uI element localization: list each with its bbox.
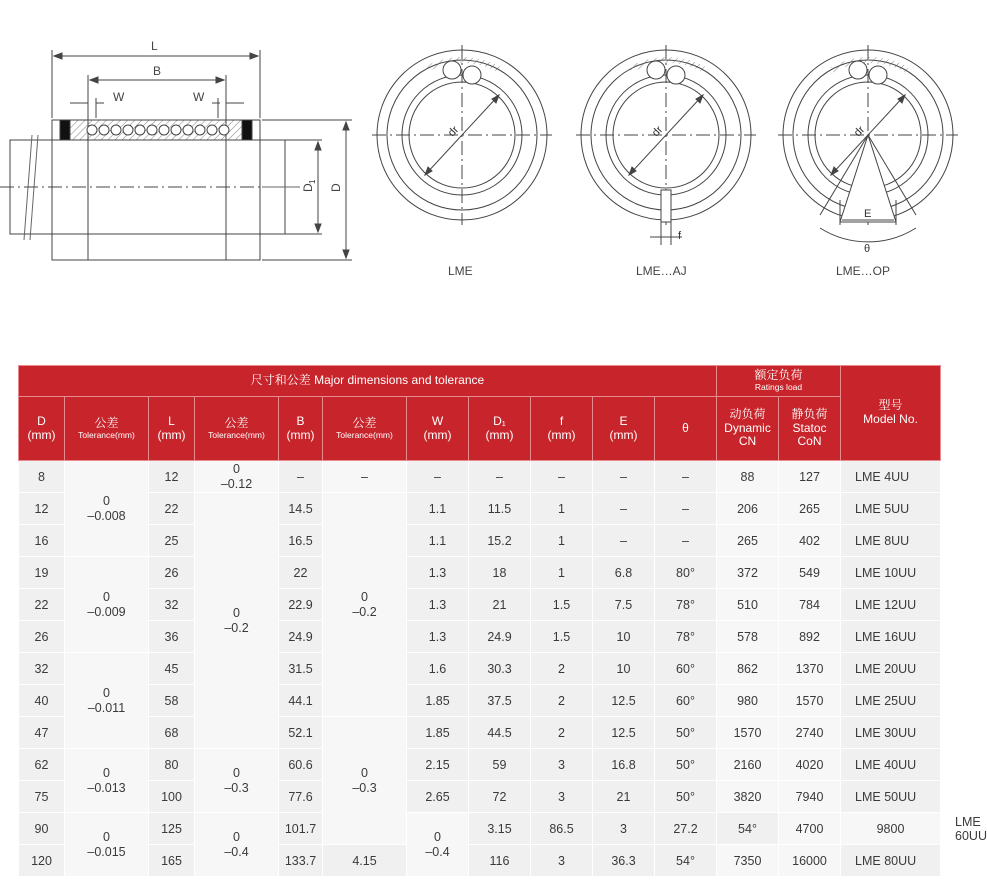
cell-dynamic: 372 xyxy=(717,557,779,589)
col-E: E (mm) xyxy=(593,397,655,461)
cell-theta: 60° xyxy=(655,653,717,685)
cell-f: 3 xyxy=(531,749,593,781)
col-static: 静负荷 Statoc CoN xyxy=(779,397,841,461)
cell-E: 27.2 xyxy=(655,813,717,845)
cell-W: 1.3 xyxy=(407,557,469,589)
cell-f: 1 xyxy=(531,493,593,525)
section-lme-drawing xyxy=(372,45,552,225)
tol-L-group: 0 –0.12 xyxy=(195,461,279,493)
cell-dynamic: 2160 xyxy=(717,749,779,781)
col-dynamic: 动负荷 Dynamic CN xyxy=(717,397,779,461)
tol-D-group: 0 –0.015 xyxy=(65,813,149,877)
cell-W: 2.15 xyxy=(407,749,469,781)
cell-dynamic: 510 xyxy=(717,589,779,621)
cell-W: – xyxy=(407,461,469,493)
cell-W: 1.6 xyxy=(407,653,469,685)
tol-B-group: – xyxy=(323,461,407,493)
lme-aj-f-label: f xyxy=(678,230,682,242)
cell-static: 127 xyxy=(779,461,841,493)
cell-W: 1.85 xyxy=(407,685,469,717)
cell-model: LME 12UU xyxy=(841,589,941,621)
dim-L-label: L xyxy=(151,39,158,53)
cell-D: 26 xyxy=(19,621,65,653)
cell-W: 1.1 xyxy=(407,525,469,557)
lme-op-E-label: E xyxy=(864,208,872,220)
col-D1: D₁ (mm) xyxy=(469,397,531,461)
table-row xyxy=(19,781,941,813)
section-lme-aj-drawing xyxy=(576,45,756,245)
cell-dynamic: 265 xyxy=(717,525,779,557)
cell-static: 4020 xyxy=(779,749,841,781)
cell-D1: 18 xyxy=(469,557,531,589)
cell-E: – xyxy=(593,493,655,525)
cell-L: 22 xyxy=(149,493,195,525)
cell-B: – xyxy=(279,461,323,493)
cell-static: 1570 xyxy=(779,685,841,717)
cell-D: 19 xyxy=(19,557,65,589)
lme-aj-caption: LME…AJ xyxy=(636,264,687,278)
cell-L: 12 xyxy=(149,461,195,493)
table-row xyxy=(19,845,941,877)
cell-E: 6.8 xyxy=(593,557,655,589)
col-W: W (mm) xyxy=(407,397,469,461)
table-row: 90 0 –0.015 125 0 –0.4 101.7 0 –0.4 3.15 86.5 3 27.2 54° 4700 9800 LME 60UU xyxy=(19,813,941,845)
cell-theta: 78° xyxy=(655,621,717,653)
cell-E: 21 xyxy=(593,781,655,813)
cell-static: 402 xyxy=(779,525,841,557)
cell-dynamic: 4700 xyxy=(779,813,841,845)
cell-D: 90 xyxy=(19,813,65,845)
cell-static: 7940 xyxy=(779,781,841,813)
cell-W: 3.15 xyxy=(469,813,531,845)
cell-D: 75 xyxy=(19,781,65,813)
cell-D1: 15.2 xyxy=(469,525,531,557)
cell-D1: 116 xyxy=(469,845,531,877)
cell-D1: 30.3 xyxy=(469,653,531,685)
col-theta: θ xyxy=(655,397,717,461)
tol-D-group: 0 –0.013 xyxy=(65,749,149,813)
cell-theta: 54° xyxy=(655,845,717,877)
cell-E: – xyxy=(593,461,655,493)
cell-dynamic: 206 xyxy=(717,493,779,525)
cell-theta: – xyxy=(655,493,717,525)
cell-L: 26 xyxy=(149,557,195,589)
table-row xyxy=(19,557,941,589)
cell-static: 892 xyxy=(779,621,841,653)
cell-L: 100 xyxy=(149,781,195,813)
cell-f: 1 xyxy=(531,525,593,557)
cell-D: 40 xyxy=(19,685,65,717)
cell-B: 16.5 xyxy=(279,525,323,557)
cell-D1: 72 xyxy=(469,781,531,813)
lme-dr-label: dr xyxy=(445,123,462,140)
cell-L: 36 xyxy=(149,621,195,653)
table-row xyxy=(19,525,941,557)
cell-D1: 44.5 xyxy=(469,717,531,749)
cell-f: 1.5 xyxy=(531,621,593,653)
cell-D: 12 xyxy=(19,493,65,525)
cell-model: LME 20UU xyxy=(841,653,941,685)
model-header: 型号 Model No. xyxy=(841,366,941,461)
lme-op-dr-label: dr xyxy=(851,123,868,140)
cell-model: LME 16UU xyxy=(841,621,941,653)
cell-B: 44.1 xyxy=(279,685,323,717)
table-row xyxy=(19,685,941,717)
cell-model: LME 25UU xyxy=(841,685,941,717)
cell-L: 58 xyxy=(149,685,195,717)
cell-L: 165 xyxy=(149,845,195,877)
cell-L: 25 xyxy=(149,525,195,557)
cell-theta: 78° xyxy=(655,589,717,621)
table-row xyxy=(19,749,941,781)
cell-L: 80 xyxy=(149,749,195,781)
cell-model: LME 8UU xyxy=(841,525,941,557)
cell-L: 125 xyxy=(149,813,195,845)
cell-D: 32 xyxy=(19,653,65,685)
col-D: D (mm) xyxy=(19,397,65,461)
col-tol-D: 公差 Tolerance(mm) xyxy=(65,397,149,461)
cell-theta: 80° xyxy=(655,557,717,589)
tol-L-group: 0 –0.3 xyxy=(195,749,279,813)
cell-E: 12.5 xyxy=(593,685,655,717)
cell-B: 22 xyxy=(279,557,323,589)
cell-D1: 11.5 xyxy=(469,493,531,525)
cell-static: 2740 xyxy=(779,717,841,749)
cell-static: 549 xyxy=(779,557,841,589)
tol-L-group: 0 –0.2 xyxy=(195,493,279,749)
cell-f: 3 xyxy=(531,845,593,877)
cell-static: 1370 xyxy=(779,653,841,685)
ratings-header: 额定负荷 Ratings load xyxy=(717,366,841,397)
cell-D1: 59 xyxy=(469,749,531,781)
dimensions-table xyxy=(18,365,987,877)
cell-theta: – xyxy=(655,525,717,557)
cell-B: 14.5 xyxy=(279,493,323,525)
cell-E: 36.3 xyxy=(593,845,655,877)
cell-theta: 50° xyxy=(655,717,717,749)
cell-B: 24.9 xyxy=(279,621,323,653)
cell-dynamic: 578 xyxy=(717,621,779,653)
col-tol-L: 公差 Tolerance(mm) xyxy=(195,397,279,461)
cell-E: 10 xyxy=(593,653,655,685)
cell-theta: 50° xyxy=(655,781,717,813)
cell-B: 133.7 xyxy=(279,845,323,877)
tol-L-group: 0 –0.4 xyxy=(195,813,279,877)
group-header: 尺寸和公差 Major dimensions and tolerance xyxy=(19,366,717,397)
cell-W: 1.3 xyxy=(407,621,469,653)
cell-D: 16 xyxy=(19,525,65,557)
cell-theta: 50° xyxy=(655,749,717,781)
cell-theta: 54° xyxy=(717,813,779,845)
cell-W: 4.15 xyxy=(323,845,407,877)
cell-W: 1.1 xyxy=(407,493,469,525)
lme-aj-dr-label: dr xyxy=(649,123,666,140)
cell-D1: 37.5 xyxy=(469,685,531,717)
cell-static: 16000 xyxy=(779,845,841,877)
dim-D1-label xyxy=(301,179,317,192)
cell-dynamic: 862 xyxy=(717,653,779,685)
tol-B-group: 0 –0.2 xyxy=(323,493,407,717)
cell-f: 3 xyxy=(593,813,655,845)
cell-model: LME 5UU xyxy=(841,493,941,525)
cell-dynamic: 88 xyxy=(717,461,779,493)
cell-B: 52.1 xyxy=(279,717,323,749)
col-L: L (mm) xyxy=(149,397,195,461)
cell-E: 16.8 xyxy=(593,749,655,781)
table-row xyxy=(19,589,941,621)
cell-model: LME 80UU xyxy=(841,845,941,877)
cell-model: LME 40UU xyxy=(841,749,941,781)
tol-D-group: 0 –0.008 xyxy=(65,461,149,557)
cell-f: 2 xyxy=(531,685,593,717)
svg-text:D: D xyxy=(301,183,315,192)
side-view-drawing xyxy=(0,50,352,260)
cell-model: LME 10UU xyxy=(841,557,941,589)
cell-B: 77.6 xyxy=(279,781,323,813)
lme-caption: LME xyxy=(448,264,473,278)
cell-f: – xyxy=(531,461,593,493)
tol-D-group: 0 –0.009 xyxy=(65,557,149,653)
cell-dynamic: 980 xyxy=(717,685,779,717)
cell-W: 1.85 xyxy=(407,717,469,749)
table-row xyxy=(19,653,941,685)
cell-f: 1.5 xyxy=(531,589,593,621)
cell-f: 2 xyxy=(531,653,593,685)
cell-L: 68 xyxy=(149,717,195,749)
cell-D1: 24.9 xyxy=(469,621,531,653)
tol-B-group: 0 –0.4 xyxy=(407,813,469,877)
cell-E: 12.5 xyxy=(593,717,655,749)
cell-D: 120 xyxy=(19,845,65,877)
dim-W-label-right: W xyxy=(193,90,205,104)
cell-model: LME 4UU xyxy=(841,461,941,493)
cell-dynamic: 3820 xyxy=(717,781,779,813)
cell-B: 101.7 xyxy=(279,813,323,845)
dim-W-label-left: W xyxy=(113,90,125,104)
tol-D-group: 0 –0.011 xyxy=(65,653,149,749)
cell-D: 47 xyxy=(19,717,65,749)
cell-dynamic: 1570 xyxy=(717,717,779,749)
col-B: B (mm) xyxy=(279,397,323,461)
dim-D-label: D xyxy=(329,183,343,192)
col-f: f (mm) xyxy=(531,397,593,461)
cell-model: LME 50UU xyxy=(841,781,941,813)
cell-E: 10 xyxy=(593,621,655,653)
cell-theta: 60° xyxy=(655,685,717,717)
lme-op-theta-label: θ xyxy=(864,243,871,255)
cell-D1: 21 xyxy=(469,589,531,621)
cell-W: 1.3 xyxy=(407,589,469,621)
table-row xyxy=(19,621,941,653)
cell-D1: – xyxy=(469,461,531,493)
cell-D: 8 xyxy=(19,461,65,493)
cell-static: 784 xyxy=(779,589,841,621)
cell-D: 62 xyxy=(19,749,65,781)
table-row xyxy=(19,493,941,525)
cell-L: 45 xyxy=(149,653,195,685)
cell-E: – xyxy=(593,525,655,557)
technical-drawings xyxy=(0,0,965,300)
cell-B: 31.5 xyxy=(279,653,323,685)
cell-D1: 86.5 xyxy=(531,813,593,845)
cell-B: 60.6 xyxy=(279,749,323,781)
cell-static: 265 xyxy=(779,493,841,525)
cell-W: 2.65 xyxy=(407,781,469,813)
tol-B-group: 0 –0.3 xyxy=(323,717,407,845)
cell-static: 9800 xyxy=(841,813,941,845)
cell-f: 3 xyxy=(531,781,593,813)
cell-dynamic: 7350 xyxy=(717,845,779,877)
lme-op-caption: LME…OP xyxy=(836,264,891,278)
cell-f: 1 xyxy=(531,557,593,589)
cell-E: 7.5 xyxy=(593,589,655,621)
svg-text:1: 1 xyxy=(308,179,317,184)
col-tol-B: 公差 Tolerance(mm) xyxy=(323,397,407,461)
cell-L: 32 xyxy=(149,589,195,621)
cell-B: 22.9 xyxy=(279,589,323,621)
cell-f: 2 xyxy=(531,717,593,749)
dim-B-label: B xyxy=(153,64,162,78)
cell-model: LME 30UU xyxy=(841,717,941,749)
table-row xyxy=(19,717,941,749)
table-row xyxy=(19,461,941,493)
cell-D: 22 xyxy=(19,589,65,621)
cell-theta: – xyxy=(655,461,717,493)
